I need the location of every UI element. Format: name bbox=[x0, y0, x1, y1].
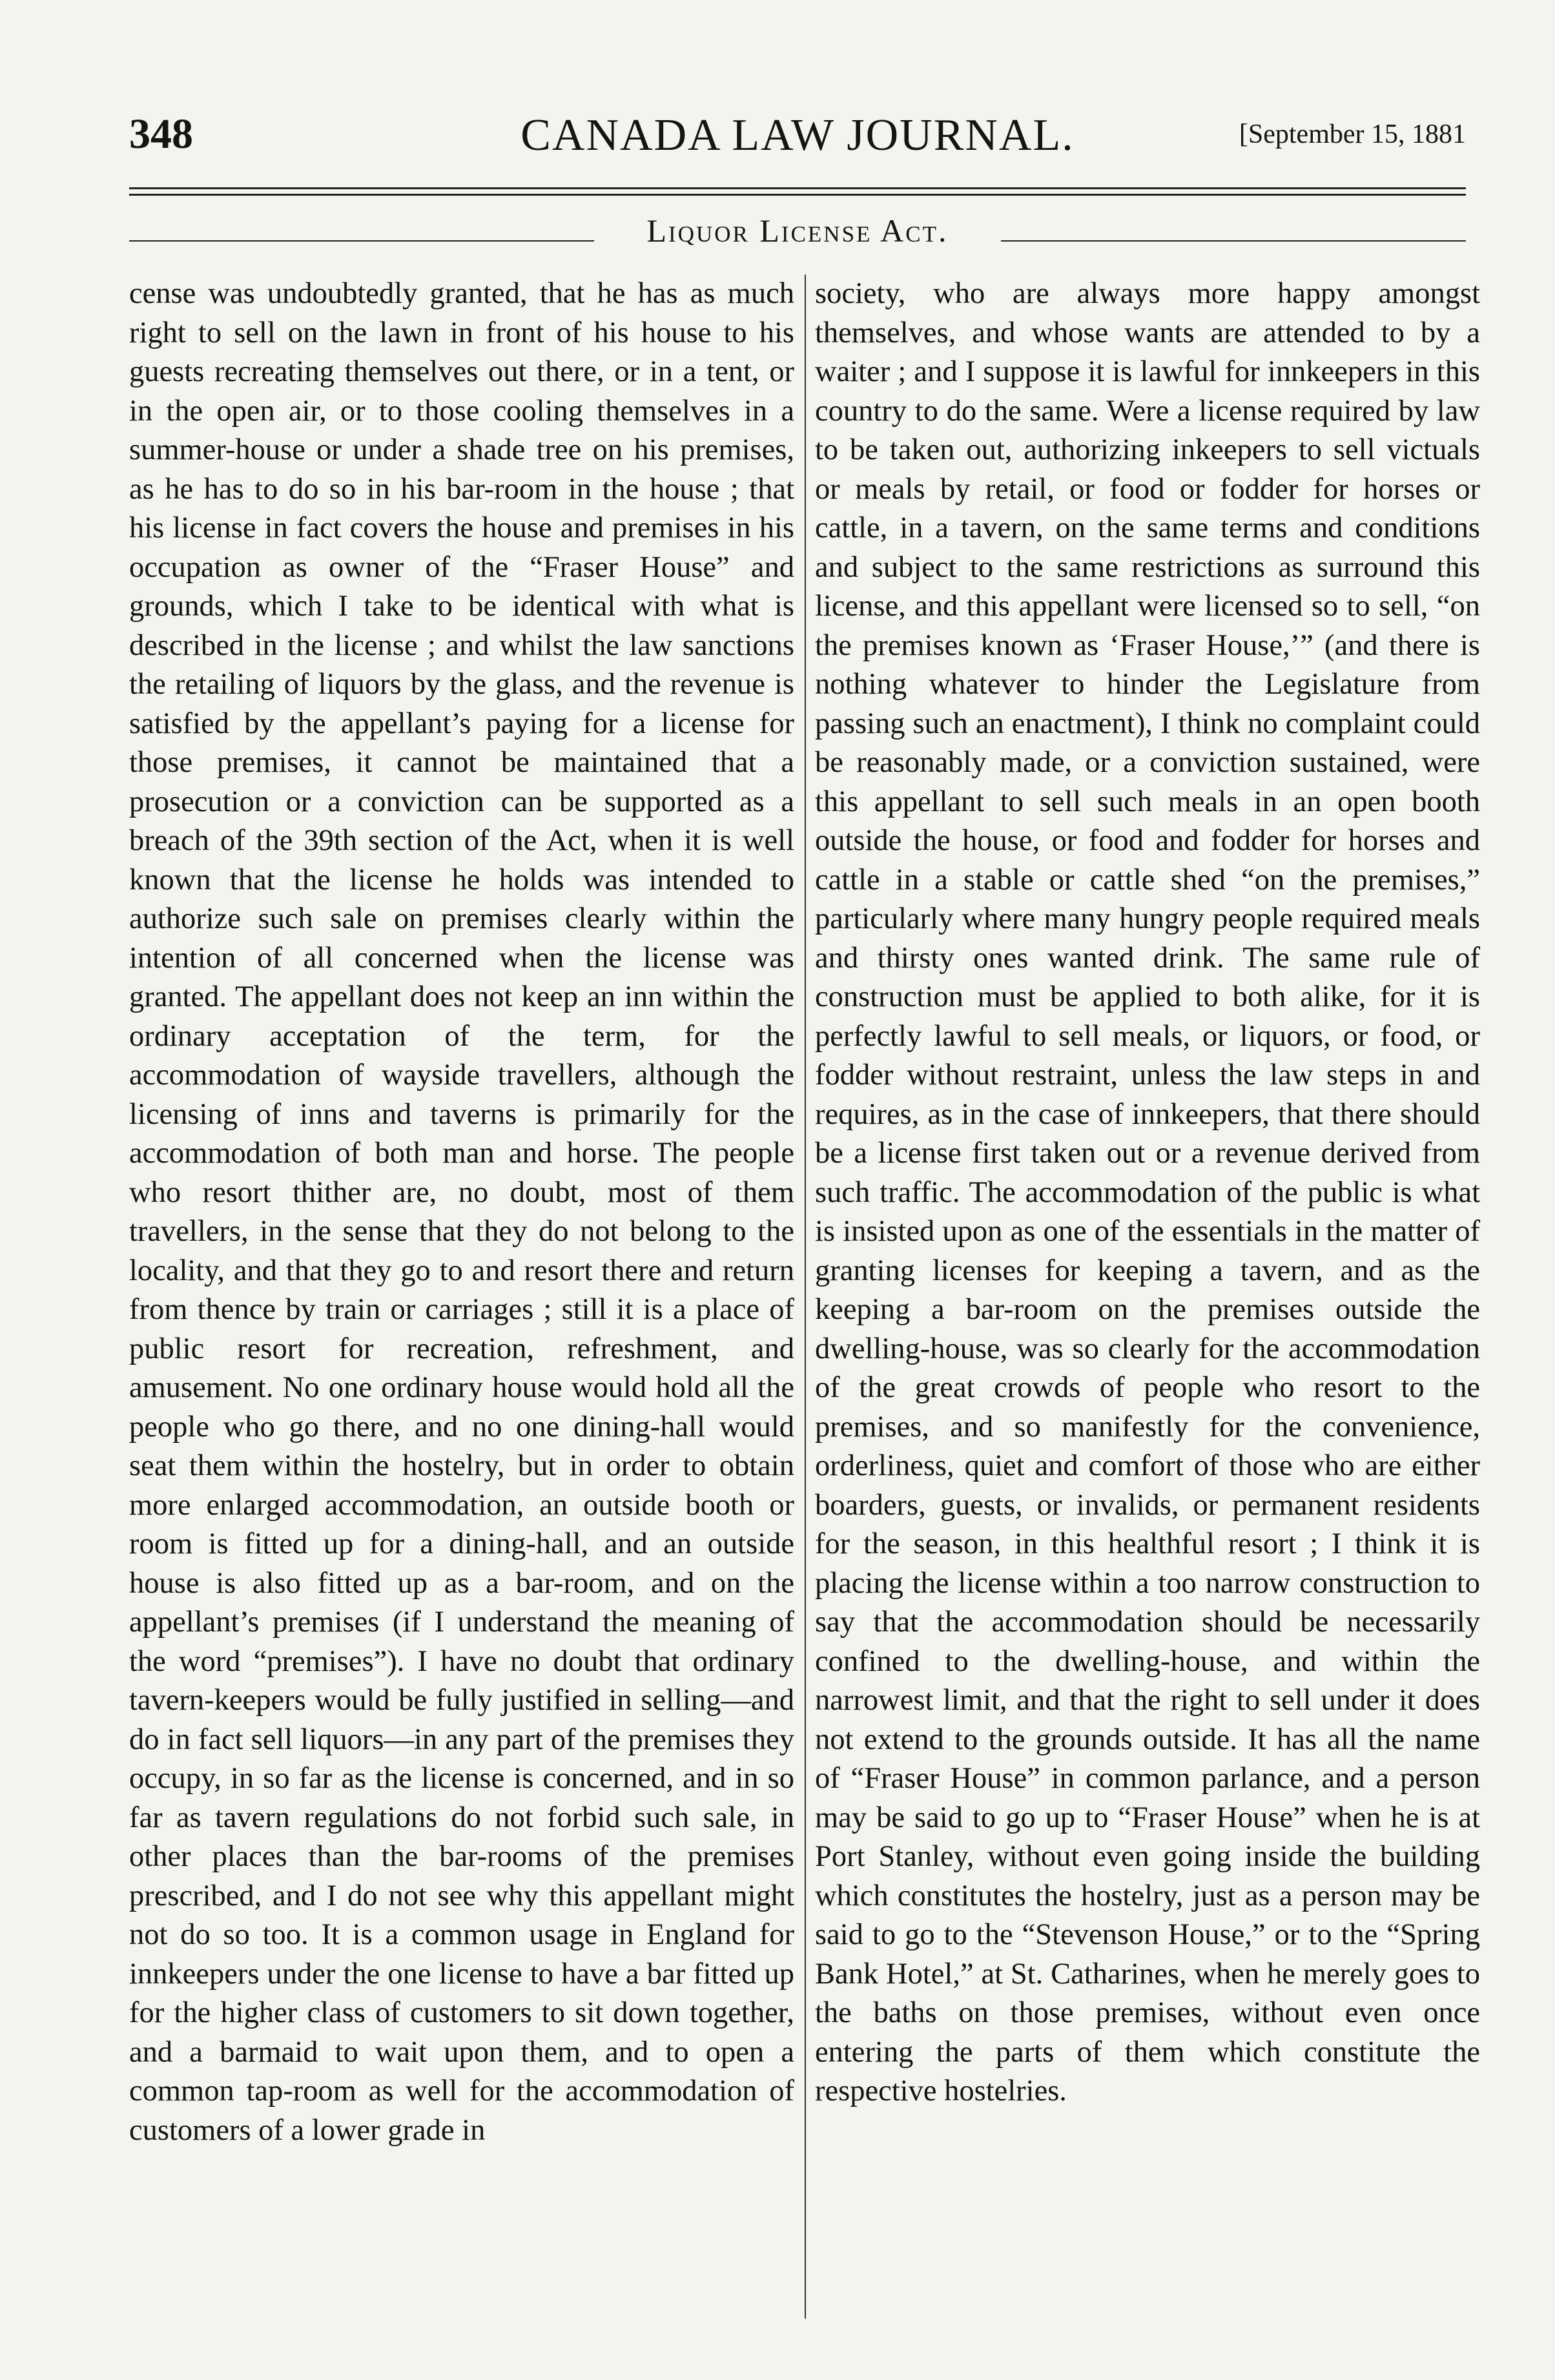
journal-title: CANADA LAW JOURNAL. bbox=[520, 110, 1075, 160]
page-number: 348 bbox=[129, 110, 193, 158]
page-header bbox=[129, 110, 1466, 187]
issue-date: [September 15, 1881 bbox=[1239, 119, 1466, 149]
section-title: Liquor License Act. bbox=[646, 212, 949, 249]
section-rule-right bbox=[1001, 240, 1466, 242]
left-column-text: cense was undoubtedly granted, that he has as much right to sell on the lawn in front of his house to his guests recreating themselves out there, or in a tent, or in the open air, or to those cooling themselves in a summer-house or under a shade tree on his premises, as he has to do so in his bar-room in the house ; that his license in fact covers the house and premises in his occupation as owner of the “Fraser House” and grounds, which I take to be identical with what is described in the license ; and whilst the law sanctions the retailing of liquors by the glass, and the revenue is satisfied by the appellant’s paying for a license for those premises, it cannot be maintained that a prosecution or a conviction can be supported as a breach of the 39th section of the Act, when it is well known that the license he holds was intended to authorize such sale on premises clearly within the intention of all concerned when the license was granted. The appellant does not keep an inn within the ordinary acceptation of the term, for the accommodation of wayside travellers, although the licensing of inns and taverns is primarily for the accommodation of both man and horse. The people who resort thither are, no doubt, most of them travellers, in the sense that they do not belong to the locality, and that they go to and resort there and return from thence by train or carriages ; still it is a place of public resort for recreation, refreshment, and amusement. No one ordinary house would hold all the people who go there, and no one dining-hall would seat them within the hostelry, but in order to obtain more enlarged accommodation, an outside booth or room is fitted up for a dining-hall, and an outside house is also fitted up as a bar-room, and on the appellant’s premises (if I understand the meaning of the word “premises”). I have no doubt that ordinary tavern-keepers would be fully justified in selling—and do in fact sell liquors—in any part of the premises they occupy, in so far as the license is concerned, and in so far as tavern regulations do not forbid such sale, in other places than the bar-rooms of the premises prescribed, and I do not see why this appellant might not do so too. It is a common usage in England for innkeepers under the one license to have a bar fitted up for the higher class of customers to sit down together, and a barmaid to wait upon them, and to open a common tap-room as well for the accommodation of customers of a lower grade in bbox=[129, 277, 794, 2147]
column-divider bbox=[805, 274, 806, 2319]
left-column bbox=[129, 274, 794, 2150]
section-rule-left bbox=[129, 240, 594, 242]
header-rule bbox=[129, 187, 1466, 189]
right-column bbox=[815, 274, 1480, 2111]
right-column-text: society, who are always more happy amongst themselves, and whose wants are attended to by a waiter ; and I suppose it is lawful for innkeepers in this country to do the same. Were a license required by law to be taken out, authorizing inkeepers to sell victuals or meals by retail, or food or fodder for horses or cattle, in a tavern, on the same terms and conditions and subject to the same restrictions as surround this license, and this appellant were licensed so to sell, “on the premises known as ‘Fraser House,’” (and there is nothing whatever to hinder the Legislature from passing such an enactment), I think no complaint could be reasonably made, or a conviction sustained, were this appellant to sell such meals in an open booth outside the house, or food and fodder for horses and cattle in a stable or cattle shed “on the premises,” particularly where many hungry people required meals and thirsty ones wanted drink. The same rule of construction must be applied to both alike, for it is perfectly lawful to sell meals, or liquors, or food, or fodder without restraint, unless the law steps in and requires, as in the case of innkeepers, that there should be a license first taken out or a revenue derived from such traffic. The accommodation of the public is what is insisted upon as one of the essentials in the matter of granting licenses for keeping a tavern, and as the keeping a bar-room on the premises outside the dwelling-house, was so clearly for the accommodation of the great crowds of people who resort to the premises, and so manifestly for the convenience, orderliness, quiet and comfort of those who are either boarders, guests, or invalids, or permanent residents for the season, in this healthful resort ; I think it is placing the license within a too narrow construction to say that the accommodation should be necessarily confined to the dwelling-house, and within the narrowest limit, and that the right to sell under it does not extend to the grounds outside. It has all the name of “Fraser House” in common parlance, and a person may be said to go up to “Fraser House” when he is at Port Stanley, without even going inside the building which constitutes the hostelry, just as a person may be said to go to the “Stevenson House,” or to the “Spring Bank Hotel,” at St. Catharines, when he merely goes to the baths on those premises, without even once entering the parts of them which constitute the respective hostelries. bbox=[815, 277, 1480, 2107]
header-rule-double bbox=[129, 194, 1466, 196]
